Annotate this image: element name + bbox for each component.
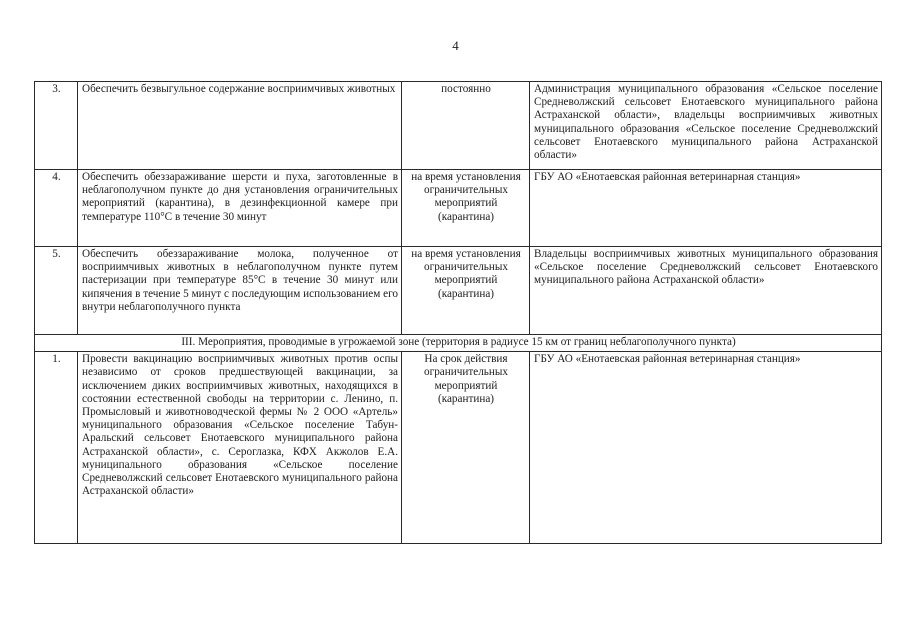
measure-description: Обеспечить безвыгульное содержание восприимчивых животных (78, 82, 402, 170)
measure-responsible: ГБУ АО «Енотаевская районная ветеринарная станция» (530, 352, 882, 544)
page-number: 4 (452, 38, 459, 53)
measure-responsible: ГБУ АО «Енотаевская районная ветеринарная станция» (530, 170, 882, 247)
row-number: 1. (35, 352, 78, 544)
measure-term: постоянно (402, 82, 530, 170)
section-header: III. Мероприятия, проводимые в угрожаемой зоне (территория в радиусе 15 км от границ неблагополучного пункта) (35, 335, 882, 352)
measure-description: Обеспечить обеззараживание шерсти и пуха, заготовленные в неблагополучном пункте до дня установления ограничительных мероприятий (карантина), в дезинфекционной камере при температуре 110°С в течение 30 минут (78, 170, 402, 247)
table-row (35, 247, 882, 335)
table-row (35, 82, 882, 170)
measure-description: Обеспечить обеззараживание молока, полученное от восприимчивых животных в неблагополучном пункте путем пастеризации при температуре 85°С в течение 30 минут или кипячения в течение 5 минут с последующим использованием его внутри неблагополучного пункта (78, 247, 402, 335)
measures-table (34, 81, 882, 544)
measure-description: Провести вакцинацию восприимчивых животных против оспы независимо от сроков предшествующей вакцинации, за исключением диких восприимчивых животных, находящихся в состоянии естественной свободы на территории с. Ленино, п. Промысловый и животноводческой фермы № 2 ООО «Артель» муниципального образования «Сельское поселение Табун-Аральский сельсовет Енотаевского муниципального района Астраханской области», с. Сероглазка, КФХ Акжолов Е.А. муниципального образования «Сельское поселение Средневолжский сельсовет Енотаевского муниципального района Астраханской области» (78, 352, 402, 544)
measure-responsible: Владельцы восприимчивых животных муниципального образования «Сельское поселение Средневолжский сельсовет Енотаевского муниципального района Астраханской области» (530, 247, 882, 335)
row-number: 3. (35, 82, 78, 170)
section-header-row (35, 335, 882, 352)
table-row (35, 352, 882, 544)
row-number: 4. (35, 170, 78, 247)
measure-term: на время установления ограничительных мероприятий (карантина) (402, 247, 530, 335)
row-number: 5. (35, 247, 78, 335)
table-row (35, 170, 882, 247)
measure-term: На срок действия ограничительных мероприятий (карантина) (402, 352, 530, 544)
measure-term: на время установления ограничительных мероприятий (карантина) (402, 170, 530, 247)
measure-responsible: Администрация муниципального образования «Сельское поселение Средневолжский сельсовет Енотаевского муниципального района Астраханской области», владельцы восприимчивых животных муниципального образования «Сельское поселение Средневолжский сельсовет Енотаевского муниципального района Астраханской области» (530, 82, 882, 170)
